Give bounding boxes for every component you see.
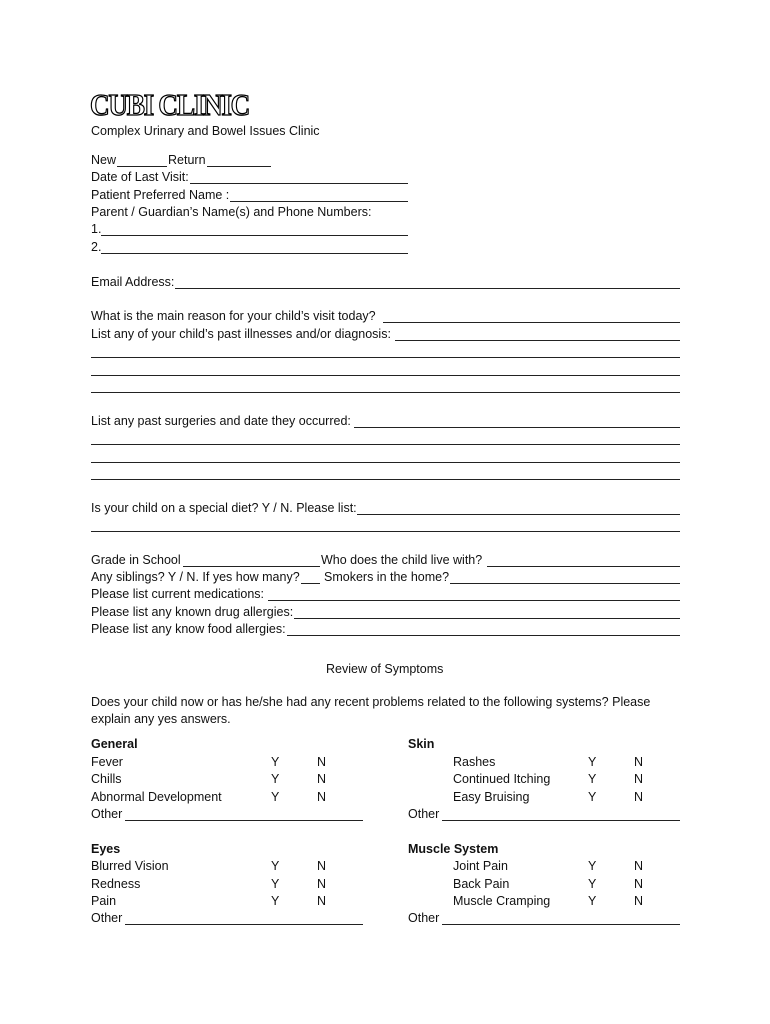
review-intro: Does your child now or has he/she had any recent problems related to the following systems? Please [91, 695, 651, 709]
eyes-item: Blurred Vision [91, 859, 169, 873]
muscle-no[interactable]: N [634, 859, 644, 873]
general-item: Fever [91, 755, 123, 769]
guardian-line-1-label: 1. [91, 222, 102, 236]
special-diet-label: Is your child on a special diet? Y / N. Please list: [91, 501, 357, 515]
general-no[interactable]: N [317, 790, 327, 804]
main-reason-label: What is the main reason for your child’s visit today? [91, 309, 376, 323]
eyes-yes[interactable]: Y [271, 859, 280, 873]
general-yes[interactable]: Y [271, 755, 280, 769]
skin-other-label: Other [408, 807, 440, 821]
skin-yes[interactable]: Y [588, 755, 597, 769]
email-field[interactable] [175, 288, 680, 289]
eyes-yes[interactable]: Y [271, 877, 280, 891]
skin-item: Easy Bruising [453, 790, 530, 804]
muscle-yes[interactable]: Y [588, 877, 597, 891]
past-illnesses-line[interactable] [91, 392, 680, 393]
guardian-line-2-field[interactable] [101, 253, 408, 254]
general-item: Abnormal Development [91, 790, 222, 804]
medications-field[interactable] [268, 600, 680, 601]
special-diet-field[interactable] [357, 514, 680, 515]
muscle-yes[interactable]: Y [588, 894, 597, 908]
siblings-label: Any siblings? Y / N. If yes how many? [91, 570, 300, 584]
medications-label: Please list current medications: [91, 587, 264, 601]
skin-yes[interactable]: Y [588, 772, 597, 786]
lives-with-label: Who does the child live with? [321, 553, 483, 567]
past-illnesses-label: List any of your child’s past illnesses and/or diagnosis: [91, 327, 391, 341]
grade-field[interactable] [183, 566, 320, 567]
skin-no[interactable]: N [634, 755, 644, 769]
clinic-title: CUBI CLINIC [90, 87, 250, 122]
past-illnesses-line[interactable] [91, 375, 680, 376]
eyes-item: Redness [91, 877, 141, 891]
general-heading: General [91, 737, 138, 751]
review-heading: Review of Symptoms [326, 662, 444, 676]
siblings-field[interactable] [301, 583, 320, 584]
past-surgeries-label: List any past surgeries and date they occurred: [91, 414, 351, 428]
return-field[interactable] [207, 166, 271, 167]
muscle-item: Back Pain [453, 877, 510, 891]
eyes-item: Pain [91, 894, 117, 908]
eyes-no[interactable]: N [317, 894, 327, 908]
email-label: Email Address: [91, 275, 175, 289]
general-no[interactable]: N [317, 772, 327, 786]
guardian-line-2-label: 2. [91, 240, 102, 254]
skin-heading: Skin [408, 737, 435, 751]
general-other-field[interactable] [125, 820, 363, 821]
preferred-name-label: Patient Preferred Name : [91, 188, 230, 202]
smokers-field[interactable] [450, 583, 680, 584]
last-visit-field[interactable] [190, 183, 408, 184]
muscle-item: Joint Pain [453, 859, 508, 873]
skin-other-field[interactable] [442, 820, 680, 821]
drug-allergies-label: Please list any known drug allergies: [91, 605, 294, 619]
eyes-other-field[interactable] [125, 924, 363, 925]
main-reason-field[interactable] [383, 322, 680, 323]
smokers-label: Smokers in the home? [324, 570, 450, 584]
review-intro-cont: explain any yes answers. [91, 712, 231, 726]
lives-with-field[interactable] [487, 566, 680, 567]
past-surgeries-line[interactable] [91, 479, 680, 480]
past-surgeries-line[interactable] [91, 462, 680, 463]
eyes-other-label: Other [91, 911, 123, 925]
skin-yes[interactable]: Y [588, 790, 597, 804]
special-diet-line[interactable] [91, 531, 680, 532]
muscle-other-label: Other [408, 911, 440, 925]
skin-item: Rashes [453, 755, 496, 769]
skin-no[interactable]: N [634, 772, 644, 786]
food-allergies-label: Please list any know food allergies: [91, 622, 286, 636]
past-surgeries-field[interactable] [354, 427, 680, 428]
new-field[interactable] [117, 166, 167, 167]
grade-label: Grade in School [91, 553, 181, 567]
preferred-name-field[interactable] [230, 201, 408, 202]
general-item: Chills [91, 772, 122, 786]
guardian-line-1-field[interactable] [101, 235, 408, 236]
general-other-label: Other [91, 807, 123, 821]
guardians-label: Parent / Guardian’s Name(s) and Phone Numbers: [91, 205, 372, 219]
eyes-yes[interactable]: Y [271, 894, 280, 908]
past-illnesses-line[interactable] [91, 357, 680, 358]
muscle-no[interactable]: N [634, 877, 644, 891]
general-no[interactable]: N [317, 755, 327, 769]
return-label: Return [168, 153, 206, 167]
muscle-item: Muscle Cramping [453, 894, 551, 908]
eyes-no[interactable]: N [317, 859, 327, 873]
clinic-subtitle: Complex Urinary and Bowel Issues Clinic [91, 124, 320, 138]
last-visit-label: Date of Last Visit: [91, 170, 189, 184]
past-illnesses-field[interactable] [395, 340, 680, 341]
drug-allergies-field[interactable] [294, 618, 680, 619]
skin-item: Continued Itching [453, 772, 551, 786]
food-allergies-field[interactable] [287, 635, 680, 636]
eyes-no[interactable]: N [317, 877, 327, 891]
new-label: New [91, 153, 117, 167]
muscle-other-field[interactable] [442, 924, 680, 925]
general-yes[interactable]: Y [271, 790, 280, 804]
eyes-heading: Eyes [91, 842, 121, 856]
past-surgeries-line[interactable] [91, 444, 680, 445]
skin-no[interactable]: N [634, 790, 644, 804]
muscle-heading: Muscle System [408, 842, 499, 856]
general-yes[interactable]: Y [271, 772, 280, 786]
muscle-no[interactable]: N [634, 894, 644, 908]
muscle-yes[interactable]: Y [588, 859, 597, 873]
